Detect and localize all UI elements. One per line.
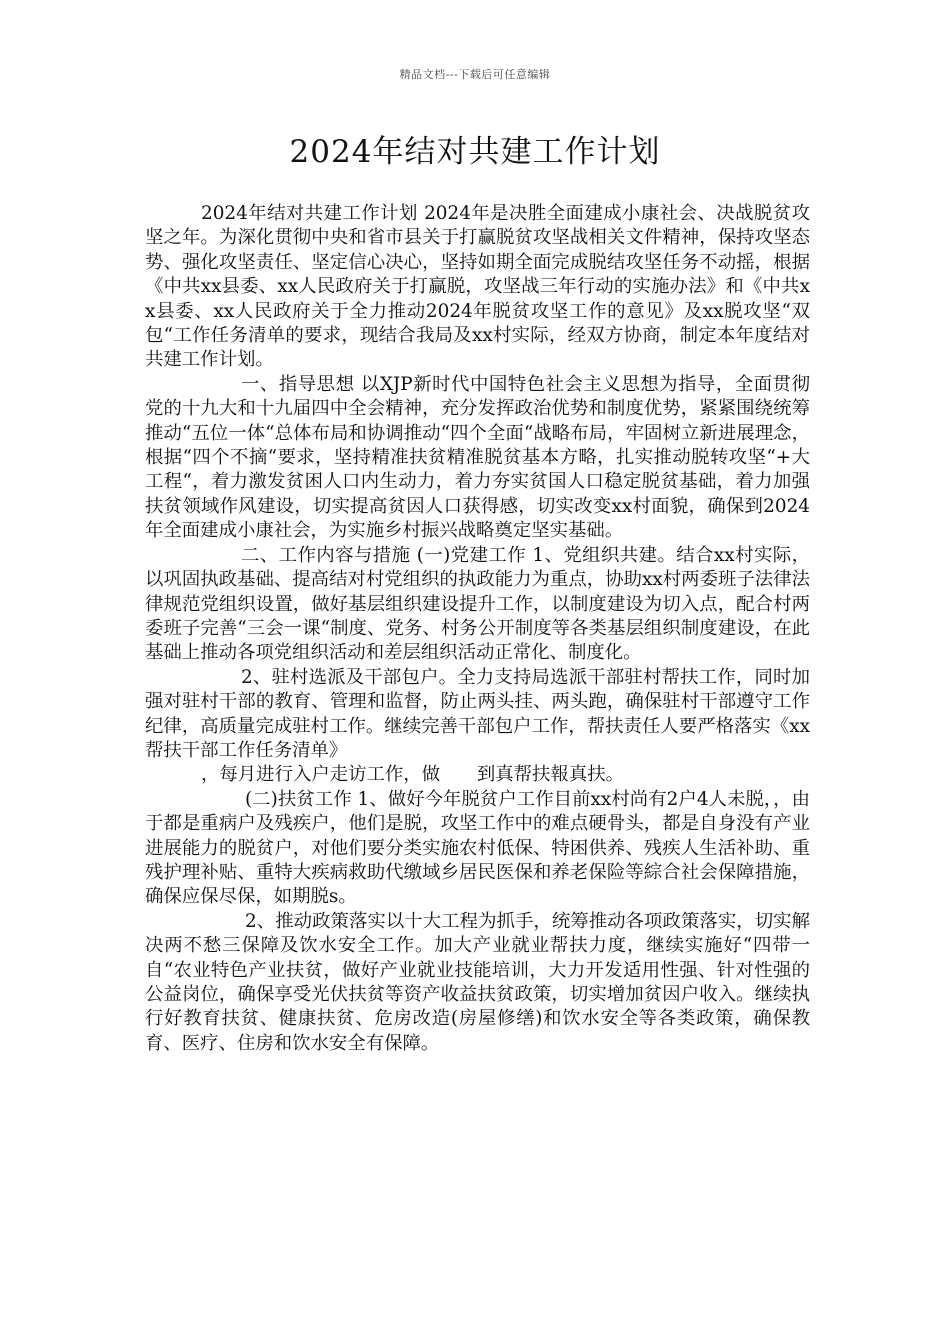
paragraph-guiding-ideology: 一、指导思想 以XJP新时代中国特色社会主义思想为指导，全面贯彻党的十九大和十九届四中全会精神，充分发挥政治优势和制度优势，紧紧围绕统筹推动“五位一体“总体布局和协调推动“四个全面“战略布局，牢固树立新进展理念，根据“四个不摘“要求，坚持精准扶贫精准脱贫基本方略，扎实推动脱转攻坚“+大工程“，着力激发贫困人口内生动力，着力夯实贫国人口稳定脱贫基础，着力加强扶贫领域作风建设，切实提高贫因人口获得感，切实改变xx村面貌，确保到2024年全面建成小康社会，为实施乡村振兴战略奠定坚实基础。: [145, 373, 810, 542]
paragraph-village-cadres: 2、驻村选派及干部包户。全力支持局选派干部驻村帮扶工作，同时加强对驻村干部的教育、管理和监督，防止两头挂、两头跑，确保驻村干部遵守工作纪律，高质量完成驻村工作。继续完善干部包户工作，帮扶责任人要严格落实《xx帮扶干部工作任务清单》: [145, 666, 810, 761]
paragraph-intro: 2024年结对共建工作计划 2024年是决胜全面建成小康社会、决战脱贫攻坚之年。为深化贯彻中央和省市县关于打赢脱贫攻坚战相关文件精神，保持攻坚态势、强化攻坚责任、坚定信心决心，坚持如期全面完成脱结攻坚任务不动摇，根据《中共xx县委、xx人民政府关于打赢脱，攻坚战三年行动的实施办法》和《中共xx县委、xx人民政府关于全力推动2024年脱贫攻坚工作的意见》及xx脱攻坚“双包“工作任务清单的要求，现结合我局及xx村实际，经双方协商，制定本年度结对共建工作计划。: [145, 203, 810, 371]
header-note: 精品文档---下载后可任意编辑: [399, 68, 551, 81]
document-title: 2024年结对共建工作计划: [289, 134, 661, 170]
paragraph-monthly-visits: ，每月进行入户走访工作，做 到真帮扶報真扶。: [201, 764, 624, 786]
paragraph-work-content-party-building: 二、工作内容与措施 (一)党建工作 1、党组织共建。结合xx村实际，以巩固执政基础、提高结对村党组织的执政能力为重点，协助xx村两委班子法律法律规范党组织设置，做好基层组织建设提升工作，以制度建设为切入点，配合村两委班子完善“三会一课“制度、党务、村务公开制度等各类基层组织制度建设，在此基础上推动各项党组织活动和差层组织活动正常化、制度化。: [145, 544, 810, 664]
paragraph-policy-implementation: 2、推动政策落实以十大工程为抓手，统筹推动各项政策落实，切实解决两不愁三保障及饮水安全工作。加大产业就业帮扶力度，继续实施好“四带一自“农业特色产业扶贫，做好产业就业技能培训，大力开发适用性强、针对性强的公益岗位，确保享受光伏扶贫等资产收益扶贫政策，切实增加贫因户收入。继续执行好教育扶贫、健康扶贫、危房改造(房屋修缮)和饮水安全等各类政策，确保教育、医疗、住房和饮水安全有保障。: [145, 910, 810, 1054]
document-body: [145, 202, 810, 1056]
paragraph-poverty-alleviation: (二)扶贫工作 1、做好今年脱贫户工作目前xx村尚有2户4人未脱，，由于都是重病户及残疾户，他们是脱，攻坚工作中的难点硬骨头，都是自身没有产业进展能力的脱贫户，对他们要分类实施农村低保、特困供养、残疾人生活补助、重残护理补贴、重特大疾病救助代缴域乡居民医保和养老保险等綜合社会保障措施，确保应保尽保，如期脱s。: [145, 788, 810, 908]
